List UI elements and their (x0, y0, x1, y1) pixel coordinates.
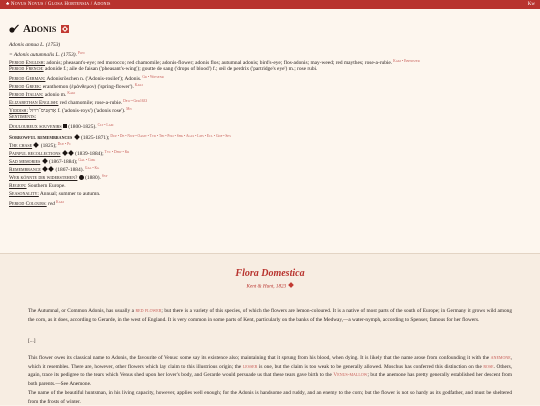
entry-line: Period French: adonide f.; aile de faisan ('pheasant's-wing'); goutte de sang ('drops of blood') f.; œil de perdrix ('partridge's eye') m.; rose rubi. (9, 66, 318, 72)
diamond-icon (74, 134, 80, 140)
entry-line: Adonis annua L. (1753) (9, 42, 61, 48)
entry-line: The chase (1825);$^{Dup • Pc}$ (9, 142, 72, 149)
emblem-icon (60, 24, 70, 34)
entry-line: Painful recollections (1839-1884);$^{Tyc • Dhw • Kr}$ (9, 150, 130, 157)
breadcrumb[interactable]: ♣ Novus Novus / Glosa Hortensia / Adonis (6, 2, 111, 7)
link-anemone[interactable]: anemone (490, 355, 511, 361)
entry-panel (0, 9, 540, 253)
link-red-flower[interactable]: red flower (135, 308, 162, 314)
diamond-icon (288, 282, 294, 288)
entry-line: Period German: Adonisröschen n. ('Adonis-rosilet'); Adonis.$^{Gr • Wiesenr}$ (9, 75, 164, 82)
entry-line: = Adonis autumnalis L. (1753).$^{Pow}$ (9, 50, 85, 58)
article-title: Flora Domestica (235, 268, 305, 279)
entry-line: Period Italian: adonio m.$^{Kaki}$ (9, 91, 76, 98)
diamond-icon (68, 150, 74, 156)
entry-line: Yiddish: אַדאָניס־רויזל f. ('adonis-roys') ('adonis rose').$^{Mn}$ (9, 107, 132, 114)
entry-line: Wer könnte dir widerstehen? (1880).$^{Ssy}$ (9, 174, 108, 181)
entry-line: Seasonality: Annual; summer to autumn. (9, 191, 101, 197)
page-title-row (9, 22, 70, 36)
entry-line: Period English: adonis; pheasant's-eye; red morocco; red chamomile; adonis-flower; adonis flos; autumnal adonis; bird's-eye; flos-adonis; may-weed; red maythes; rose-a-rubie.$^{Kaki • Ebenezer}$ (9, 59, 420, 66)
corner-link[interactable]: Kw (527, 2, 535, 7)
article-subtitle: Kent & Hunt, 1823 (0, 283, 540, 290)
entry-line: Remembrance (1867-1884).$^{Gal • Kg}$ (9, 166, 100, 173)
entry-line: Douloureux souvenirs (1800-1825).$^{Clt • Lam}$ (9, 123, 114, 130)
entry-line: Sorrowful remembrances (1825-1871);$^{Dup • De • Nwp • Oamt • Ttd • Thi • Pno • Shk • Agls • Lips • Ecl • Gdf • Ses}$ (9, 134, 231, 141)
entry-line: Elizabethan English: red chamomile; rose-a-rubie.$^{Dew • Ger1633}$ (9, 99, 148, 106)
entry-line: Period Greek: eranthemon (ἐράνθεμον) ('spring-flower').$^{Kaki}$ (9, 83, 143, 90)
entry-line: Region: Southern Europe. (9, 183, 66, 189)
flower-icon (9, 24, 19, 34)
link-rose[interactable]: rose (483, 363, 494, 370)
entry-line: Period Colours: red$^{Kaki}$ (9, 200, 64, 207)
top-navigation-bar (0, 0, 540, 9)
link-venus-mallow[interactable]: Venus-mallow (333, 372, 368, 379)
ellipsis: [...] (28, 338, 36, 344)
diamond-icon (42, 158, 48, 164)
article-paragraph: The name of the beautiful huntsman, in his living capacity, however, applies well enough; for the Adonis is handsome and ruddy, and an enemy to the corn; but the flower is not so hardy as its godfather, and must be sheltered from the frosts of winter. (28, 390, 512, 405)
article-panel (0, 254, 540, 405)
article-paragraph: This flower owes its classical name to Adonis, the favourite of Venus: some say its existence also; maintaining that it sprung from his blood, when dying. It is likely that the name arose from confounding it with the anemone, which it resembles. There are, however, other flowers which lay claim to this illustrious origin; the lesser is one, but the claim is too weak to be generally allowed. Moschus has conferred this distinction on the rose. Others, again, trace its pedigree to the tears which Venus shed upon her lover's body, and Gerarde would persuade us that these tears gave birth to the Venus-mallow; but the anemone has pretty generally established her descent from both parents.—See Anemone. (28, 355, 512, 387)
entry-line: Sentiments: (9, 114, 37, 120)
entry-line: Sad memories (1867-1884);$^{Gal • Cmk}$ (9, 158, 96, 165)
link-lesser[interactable]: lesser (242, 363, 258, 370)
article-paragraph: The Autumnal, or Common Adonis, has usually a red flower; but there is a variety of this species, of which the flowers are lemon-coloured. It is a native of most parts of the south of Europe; in Germany it grows wild among the corn, as it does, according to Gerarde, in the west of England. It is very common in some parts of Kent, particularly on the banks of the Medway,—a water-nymph, according to Spenser, famous for her flowers. (28, 308, 512, 323)
page-title: Adonis (23, 23, 57, 35)
